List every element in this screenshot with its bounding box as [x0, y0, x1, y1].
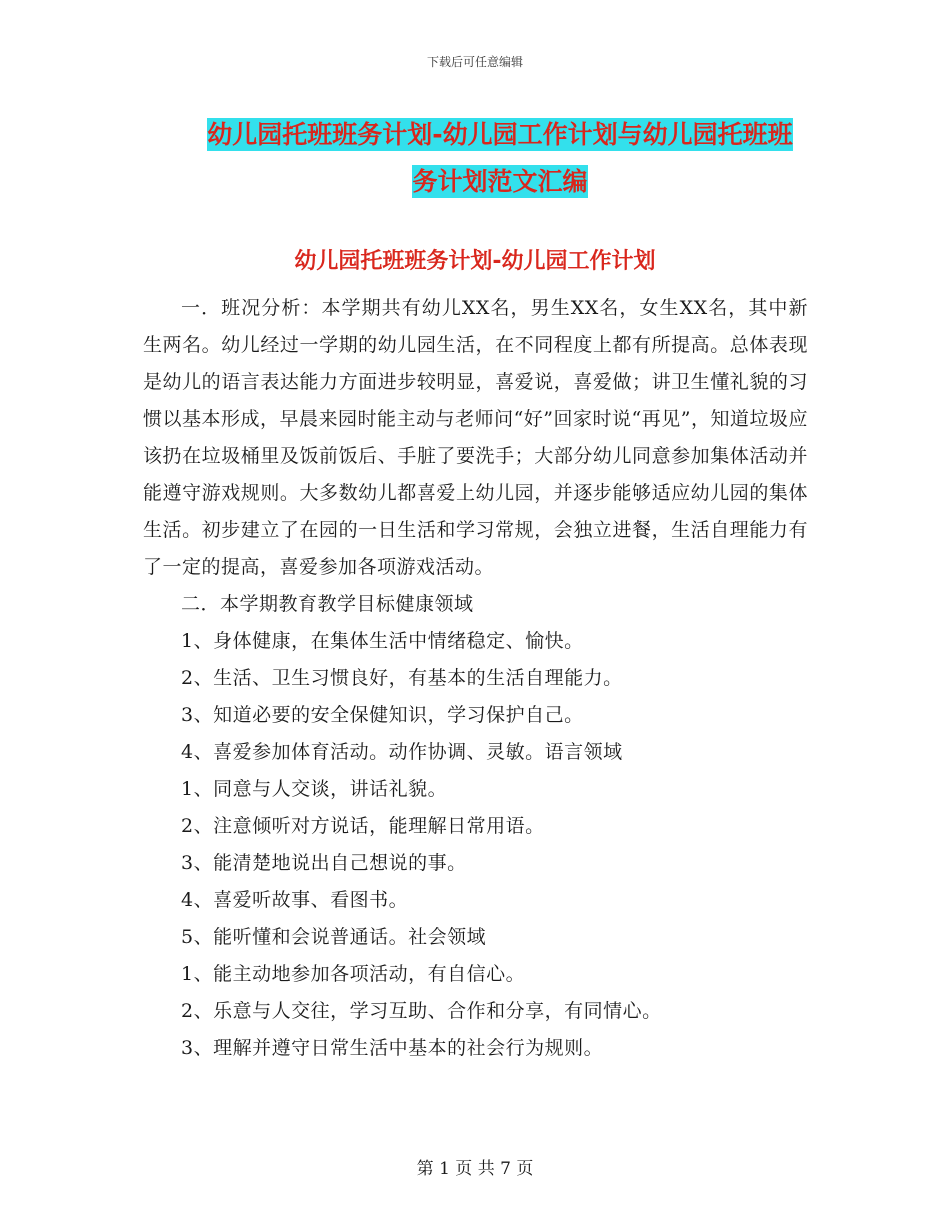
list-item: 4、喜爱听故事、看图书。 — [181, 889, 409, 911]
goals-heading: 二．本学期教育教学目标健康领域 — [181, 593, 474, 615]
document-title-line-1: 幼儿园托班班务计划-幼儿园工作计划与幼儿园托班班 — [207, 120, 793, 149]
list-item: 4、喜爱参加体育活动。动作协调、灵敏。语言领域 — [181, 741, 623, 763]
document-title-line-2: 务计划范文汇编 — [412, 167, 588, 196]
intro-paragraph: 一．班况分析：本学期共有幼儿XX名，男生XX名，女生XX名，其中新生两名。幼儿经过一学期的幼儿园生活，在不同程度上都有所提高。总体表现是幼儿的语言表达能力方面进步较明显，喜爱说，喜爱做；讲卫生懂礼貌的习惯以基本形成，早晨来园时能主动与老师问“好”回家时说“再见”，知道垃圾应该扔在垃圾桶里及饭前饭后、手脏了要洗手；大部分幼儿同意参加集体活动并能遵守游戏规则。大多数幼儿都喜爱上幼儿园，并逐步能够适应幼儿园的集体生活。初步建立了在园的一日生活和学习常规，会独立进餐，生活自理能力有了一定的提高，喜爱参加各项游戏活动。 — [143, 297, 808, 578]
list-item: 1、能主动地参加各项活动，有自信心。 — [181, 963, 526, 985]
document-body — [143, 290, 808, 1067]
list-item: 5、能听懂和会说普通话。社会领域 — [181, 926, 487, 948]
list-item: 3、知道必要的安全保健知识，学习保护自己。 — [181, 704, 584, 726]
header-note: 下载后可任意编辑 — [426, 55, 523, 69]
section-title: 幼儿园托班班务计划-幼儿园工作计划 — [294, 249, 656, 274]
list-item: 1、身体健康，在集体生活中情绪稳定、愉快。 — [181, 630, 584, 652]
list-item: 1、同意与人交谈，讲话礼貌。 — [181, 778, 448, 800]
list-item: 3、能清楚地说出自己想说的事。 — [181, 852, 467, 874]
list-item: 3、理解并遵守日常生活中基本的社会行为规则。 — [181, 1037, 604, 1059]
list-item: 2、注意倾听对方说话，能理解日常用语。 — [181, 815, 545, 837]
list-item: 2、生活、卫生习惯良好，有基本的生活自理能力。 — [181, 667, 623, 689]
page-footer: 第 1 页 共 7 页 — [416, 1159, 534, 1179]
list-item: 2、乐意与人交往，学习互助、合作和分享，有同情心。 — [181, 1000, 662, 1022]
document-title — [150, 111, 850, 205]
